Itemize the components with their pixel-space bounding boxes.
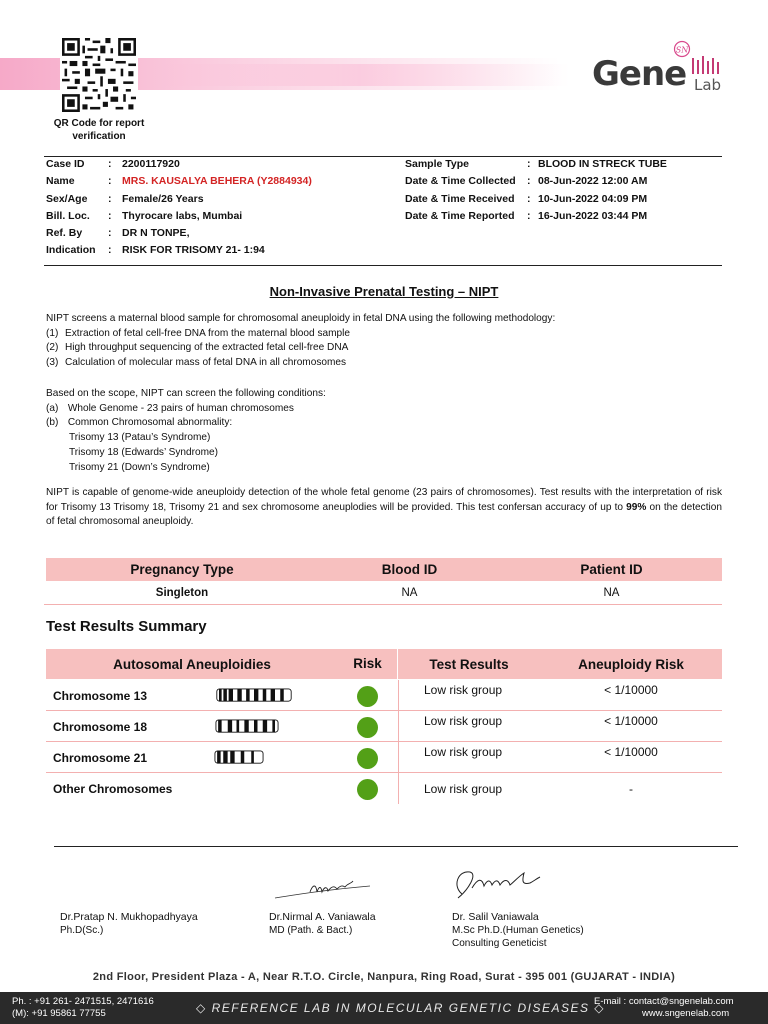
info-row-bill-loc: Bill. Loc. : Thyrocare labs, Mumbai (46, 209, 243, 222)
chromosome-name: Chromosome 18 (53, 720, 148, 734)
patient-info-left (46, 156, 312, 260)
aneuploidy-risk: < 1/10000 (604, 745, 658, 759)
info-divider (44, 265, 722, 266)
info-row-indication: Indication : RISK FOR TRISOMY 21- 1:94 (46, 244, 265, 257)
pregnancy-table-row: Singleton NA NA (155, 587, 620, 599)
logo-suffix-text: Lab (694, 76, 722, 94)
qr-code-icon[interactable] (60, 38, 138, 112)
low-risk-status-icon (357, 779, 378, 800)
results-section-title: Test Results Summary (46, 618, 207, 635)
signatory-3: Dr. Salil Vaniawala M.Sc Ph.D.(Human Genetics) Consulting Geneticist (452, 911, 584, 949)
website-link[interactable]: www.sngenelab.com (642, 1008, 730, 1019)
method-step: (1) Extraction of fetal cell-free DNA from the maternal blood sample (46, 327, 350, 339)
logo-barcode-icon (690, 56, 730, 76)
signature-salil-icon (448, 862, 558, 906)
signatory-2: Dr.Nirmal A. Vaniawala MD (Path. & Bact.) (269, 911, 376, 936)
table-row (46, 773, 722, 804)
condition-item: (b) Common Chromosomal abnormality: (46, 417, 233, 429)
footer-bar (0, 992, 768, 1024)
test-result: Low risk group (424, 782, 503, 796)
method-step: (3) Calculation of molecular mass of fetal DNA in all chromosomes (46, 357, 347, 369)
header-pink-band-highlight (150, 64, 570, 86)
pregnancy-table-header: Pregnancy Type Blood ID Patient ID (46, 558, 722, 581)
signature-vaniawala-icon (270, 870, 380, 906)
test-result: Low risk group (424, 683, 503, 697)
footer-contact-web (594, 996, 734, 1020)
qr-caption: QR Code for report verification (53, 118, 145, 142)
aneuploidy-risk: - (629, 782, 633, 796)
info-row-ref-by: Ref. By : DR N TONPE, (46, 227, 190, 240)
report-title: Non-Invasive Prenatal Testing – NIPT (269, 284, 499, 299)
trisomy-item: Trisomy 18 (Edwards’ Syndrome) (69, 446, 219, 458)
trisomy-item: Trisomy 21 (Down’s Syndrome) (69, 461, 210, 473)
method-step: (2) High throughput sequencing of the extracted fetal cell-free DNA (46, 342, 349, 354)
info-row-reported: Date & Time Reported : 16-Jun-2022 03:44 PM (405, 209, 648, 222)
methodology-text: NIPT screens a maternal blood sample for chromosomal aneuploidy in fetal DNA using the following methodology: (1) Extraction of fetal cell-free DNA from the maternal blood sample (2) High throughput sequencing of the extracted fetal cell-free DNA (3) Calculation of molecular mass of fetal DNA in all chromosomes (46, 312, 722, 371)
email-link[interactable]: E-mail : contact@sngenelab.com (594, 996, 734, 1007)
summary-paragraph: NIPT is capable of genome-wide aneuploidy detection of the whole fetal genome (23 pairs of chromosomes). Test results with the interpretation of risk for Trisomy 13 Trisomy 18, Trisomy 21 and sex chromosome aneuplodies will be provided. This test confersan accuracy of up to 99% on the detection of fetal chromosomal aneuploidy. (46, 487, 722, 528)
footer-tagline: ◇ REFERENCE LAB IN MOLECULAR GENETIC DISEASES ◇ (196, 1001, 606, 1015)
signature-divider (54, 846, 738, 847)
aneuploidy-risk: < 1/10000 (604, 683, 658, 697)
sngenelab-logo (592, 40, 732, 102)
table-row (46, 742, 722, 773)
svg-text:SN: SN (675, 45, 689, 55)
chromosome-name: Other Chromosomes (53, 782, 173, 796)
test-result: Low risk group (424, 714, 503, 728)
scope-text: Based on the scope, NIPT can screen the following conditions: (a) Whole Genome - 23 pairs of human chromosomes (b) Common Chromosomal abnormality: Trisomy 13 (Patau’s Syndrome) Trisomy 18 (Edwards’ Syndrome) Trisomy 21 (Down’s Syndrome) (46, 387, 722, 475)
results-table-header: Autosomal Aneuploidies Risk Test Results Aneuploidy Risk (46, 649, 722, 679)
footer-contact-phone: Ph. : +91 261- 2471515, 2471616 (M): +91 95861 77755 (12, 996, 154, 1019)
chromosome-name: Chromosome 21 (53, 751, 148, 765)
info-row-sample-type: Sample Type : BLOOD IN STRECK TUBE (405, 158, 667, 170)
logo-brand-text: Gene (592, 54, 687, 94)
info-row-collected: Date & Time Collected : 08-Jun-2022 12:00 AM (405, 175, 648, 188)
info-row-received: Date & Time Received : 10-Jun-2022 04:09 PM (405, 192, 648, 205)
chromosome-13-ideogram-icon (211, 688, 297, 702)
test-result: Low risk group (424, 745, 503, 759)
condition-item: (a) Whole Genome - 23 pairs of human chromosomes (46, 402, 294, 414)
patient-name: MRS. KAUSALYA BEHERA (Y2884934) (122, 175, 312, 188)
low-risk-status-icon (357, 717, 378, 738)
info-row-sex-age: Sex/Age : Female/26 Years (46, 192, 204, 205)
table-row (46, 680, 722, 711)
low-risk-status-icon (357, 748, 378, 769)
chromosome-21-ideogram-icon (211, 750, 267, 764)
info-row-name: Name : MRS. KAUSALYA BEHERA (Y2884934) (46, 173, 312, 190)
table-row (46, 711, 722, 742)
lab-address: 2nd Floor, President Plaza - A, Near R.T.O. Circle, Nanpura, Ring Road, Surat - 395 001 (GUJARAT - INDIA) (92, 971, 676, 983)
aneuploidy-risk: < 1/10000 (604, 714, 658, 728)
low-risk-status-icon (357, 686, 378, 707)
chromosome-18-ideogram-icon (211, 719, 283, 733)
pregnancy-table-bottom-rule (44, 604, 722, 605)
patient-info-right (405, 156, 667, 225)
info-row-case-id: Case ID : 2200117920 (46, 158, 180, 170)
signatory-1: Dr.Pratap N. Mukhopadhyaya Ph.D(Sc.) (60, 911, 198, 936)
chromosome-name: Chromosome 13 (53, 689, 148, 703)
trisomy-item: Trisomy 13 (Patau’s Syndrome) (69, 432, 211, 444)
